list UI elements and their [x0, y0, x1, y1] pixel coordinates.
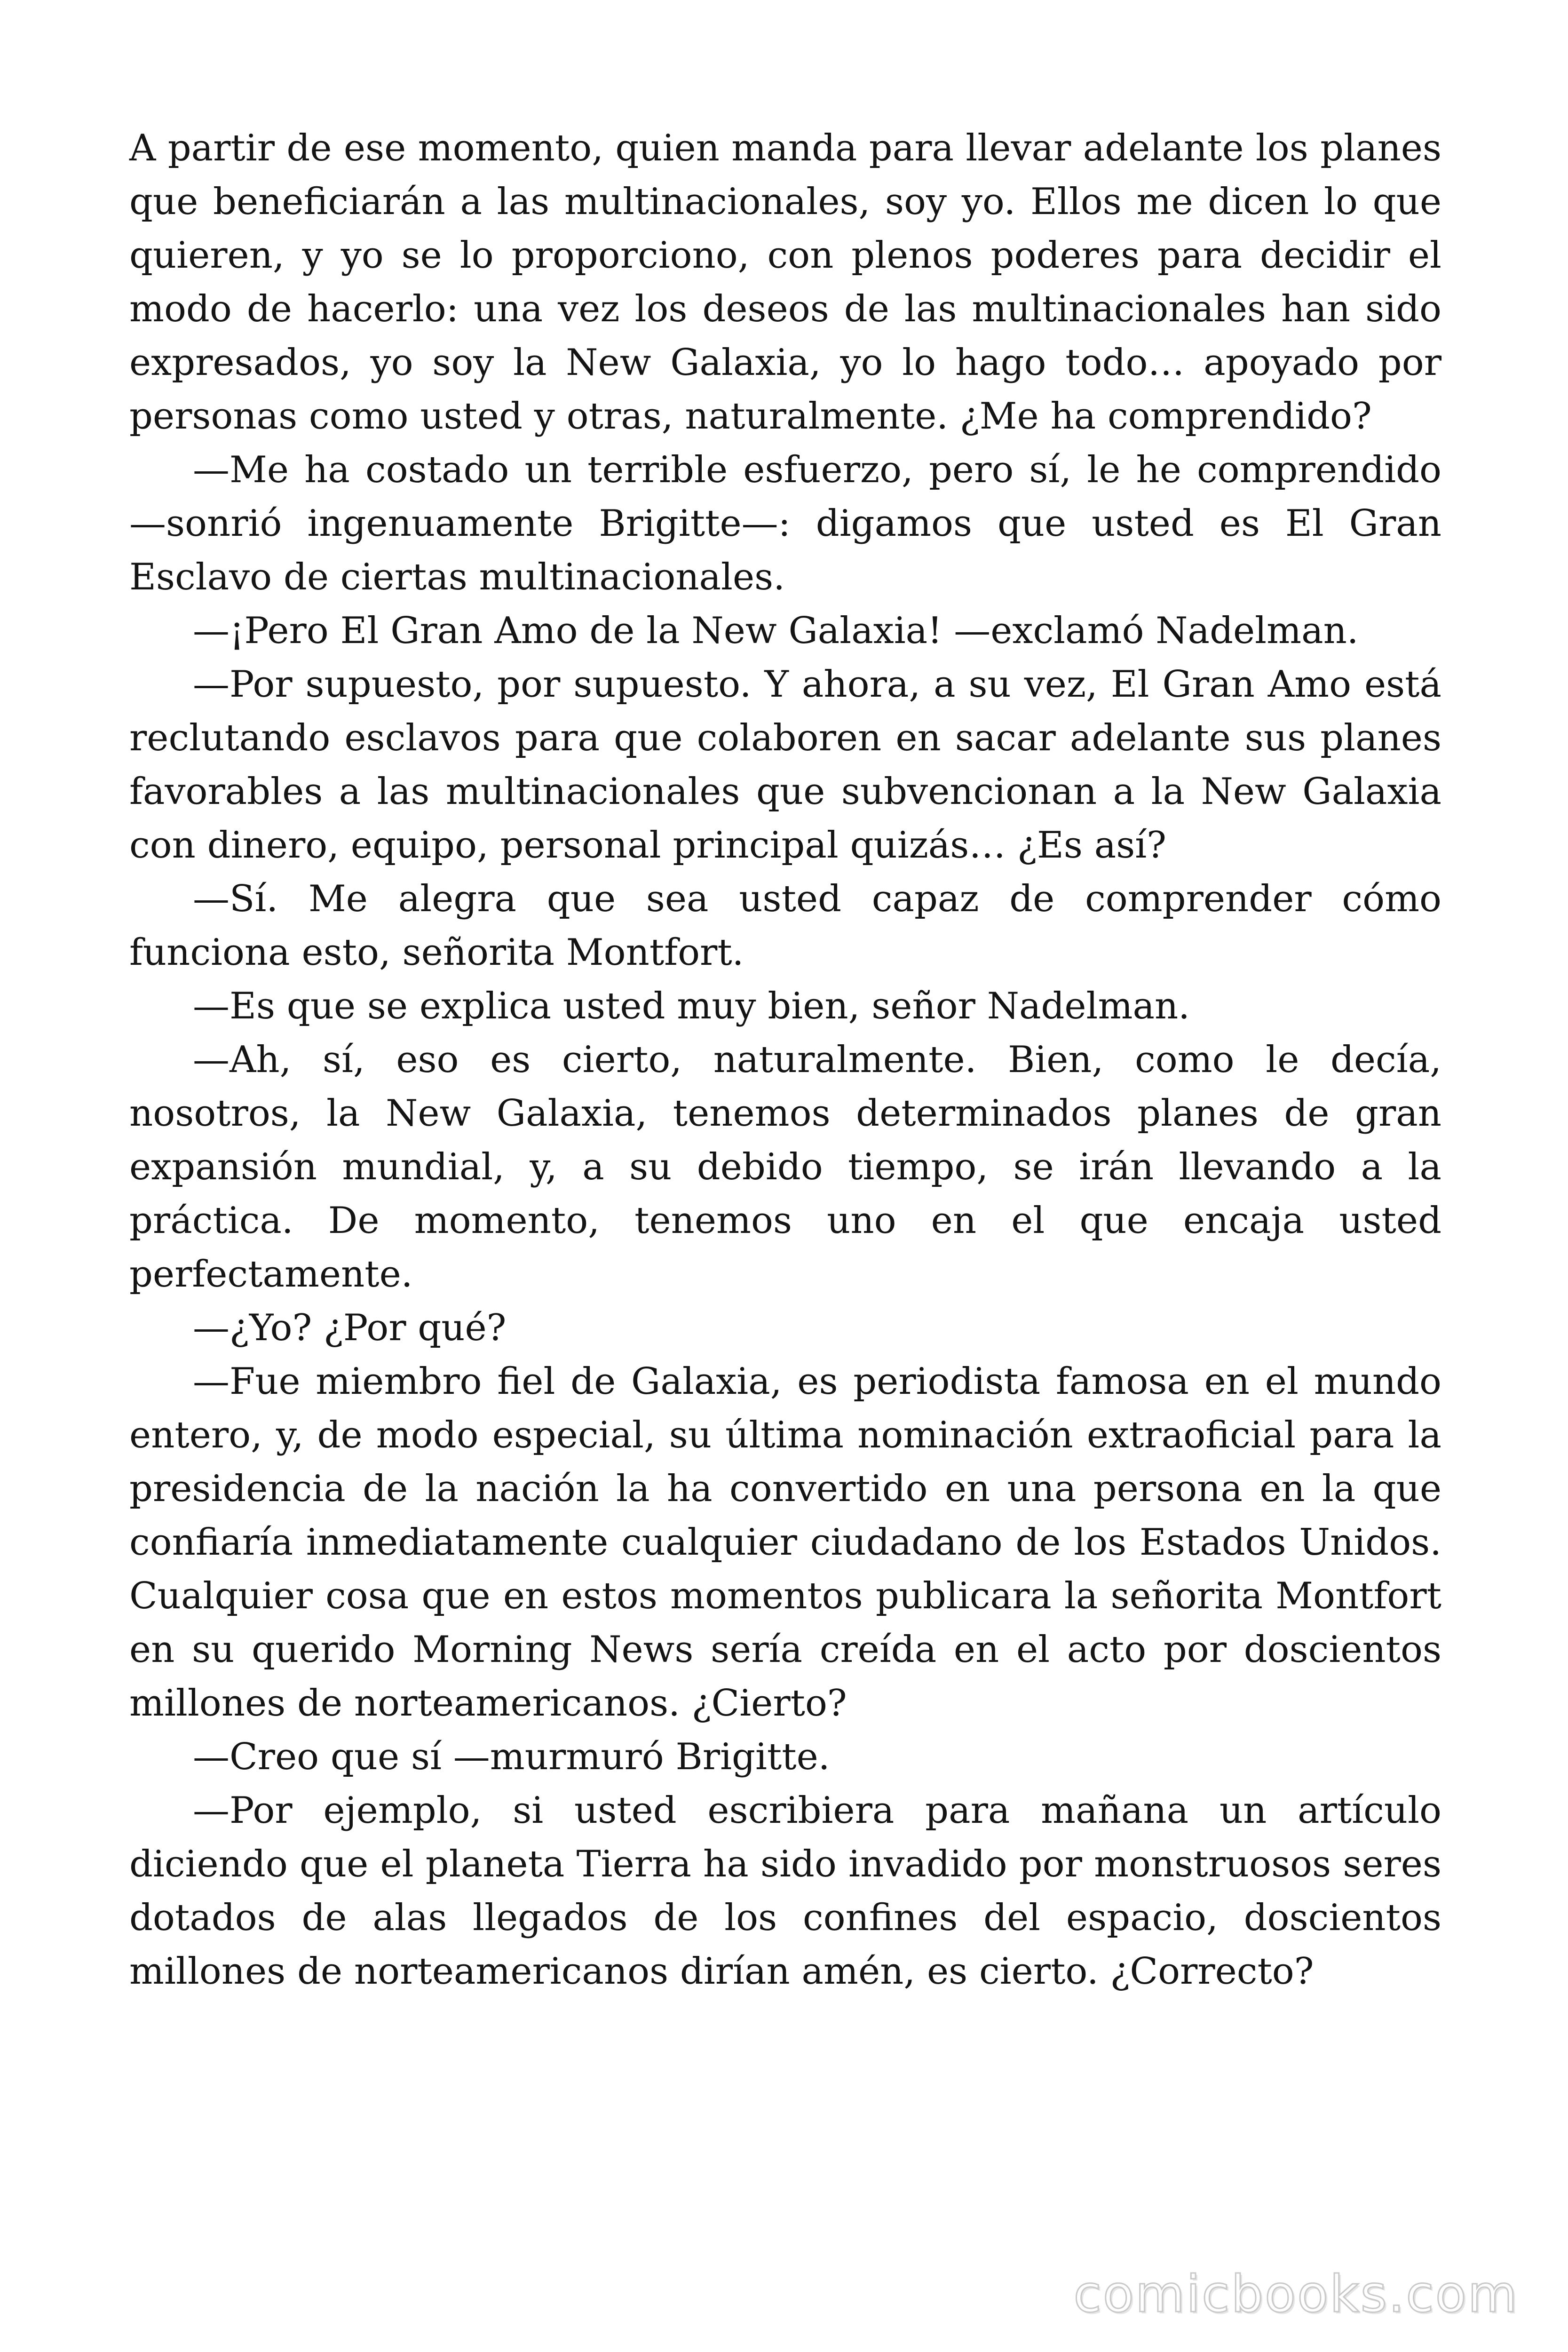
paragraph: —¡Pero El Gran Amo de la New Galaxia! —exclamó Nadelman.: [193, 610, 1359, 652]
paragraph: —Sí. Me alegra que sea usted capaz de comprender cómo funciona esto, señorita Montfort.: [129, 878, 1441, 974]
paragraph: —Por ejemplo, si usted escribiera para mañana un artículo diciendo que el planeta Tierra ha sido invadido por monstruosos seres dotados de alas llegados de los confines del espacio, doscientos millones de norteamericanos dirían amén, es cierto. ¿Correcto?: [129, 1789, 1441, 1993]
paragraph: —Es que se explica usted muy bien, señor Nadelman.: [193, 985, 1190, 1027]
paragraph: —Ah, sí, eso es cierto, naturalmente. Bien, como le decía, nosotros, la New Galaxia, tenemos determinados planes de gran expansión mundial, y, a su debido tiempo, se irán llevando a la práctica. De momento, tenemos uno en el que encaja usted perfectamente.: [129, 1039, 1441, 1295]
paragraph: —¿Yo? ¿Por qué?: [193, 1307, 507, 1349]
paragraph: —Por supuesto, por supuesto. Y ahora, a su vez, El Gran Amo está reclutando esclavos para que colaboren en sacar adelante sus planes favorables a las multinacionales que subvencionan a la New Galaxia con dinero, equipo, personal principal quizás… ¿Es así?: [129, 663, 1441, 866]
paragraph: —Creo que sí —murmuró Brigitte.: [193, 1736, 830, 1778]
watermark: comicbooks.com: [1073, 2265, 1519, 2324]
paragraph: A partir de ese momento, quien manda para llevar adelante los planes que beneficiarán a las multinacionales, soy yo. Ellos me dicen lo que quieren, y yo se lo proporciono, con plenos poderes para decidir el modo de hacerlo: una vez los deseos de las multinacionales han sido expresados, yo soy la New Galaxia, yo lo hago todo… apoyado por personas como usted y otras, naturalmente. ¿Me ha comprendido?: [129, 127, 1441, 437]
page-text: [129, 121, 1441, 1998]
paragraph: —Fue miembro fiel de Galaxia, es periodista famosa en el mundo entero, y, de modo especial, su última nominación extraoficial para la presidencia de la nación la ha convertido en una persona en la que confiaría inmediatamente cualquier ciudadano de los Estados Unidos. Cualquier cosa que en estos momentos publicara la señorita Montfort en su querido Morning News sería creída en el acto por doscientos millones de norteamericanos. ¿Cierto?: [129, 1360, 1441, 1724]
paragraph: —Me ha costado un terrible esfuerzo, pero sí, le he comprendido —sonrió ingenuamente Brigitte—: digamos que usted es El Gran Esclavo de ciertas multinacionales.: [129, 449, 1441, 598]
